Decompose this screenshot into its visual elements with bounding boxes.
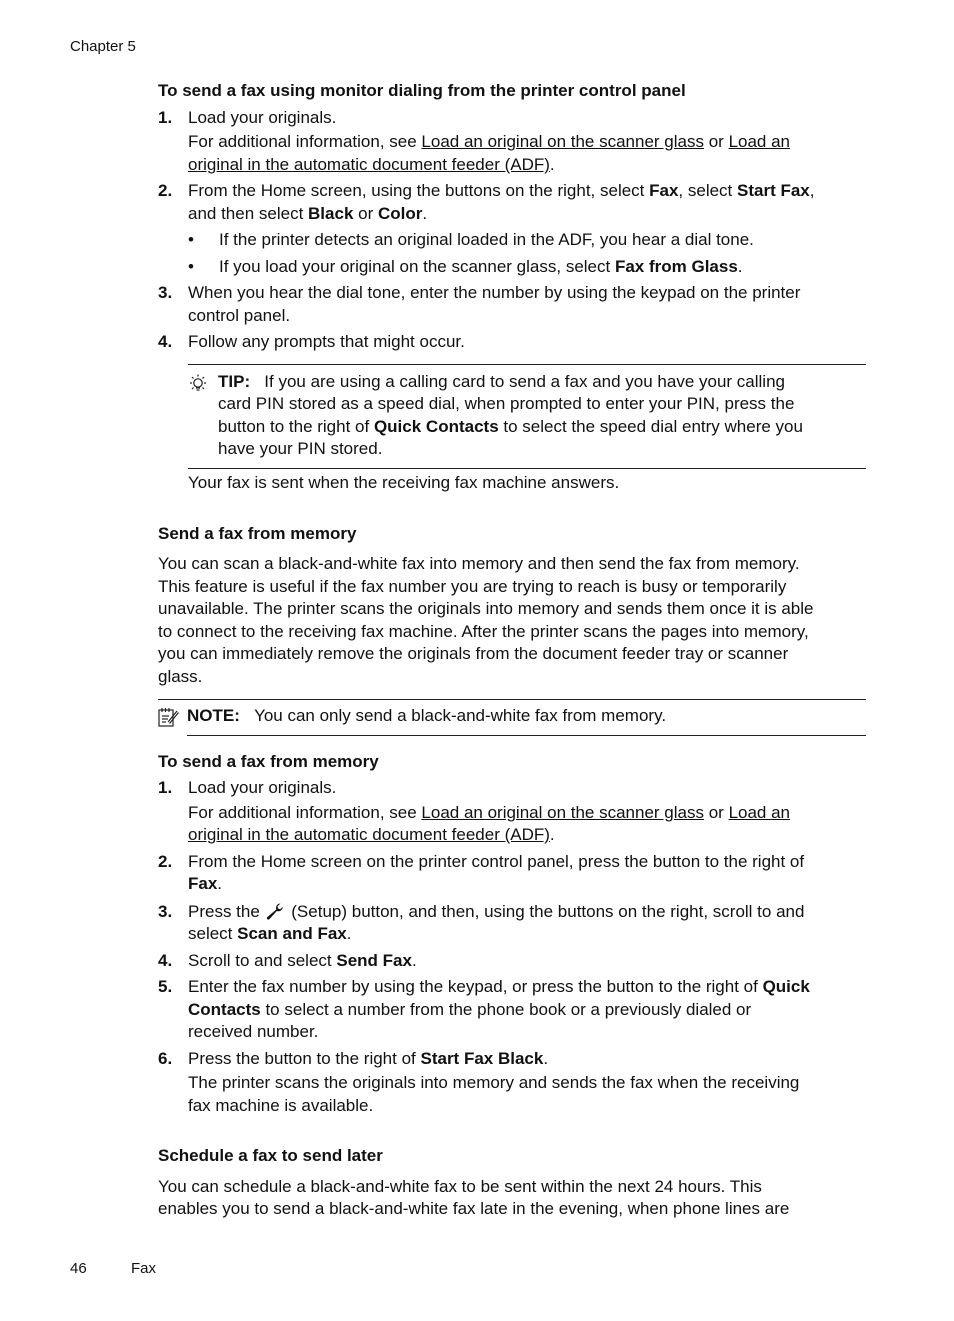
lightbulb-icon <box>187 373 209 395</box>
info-or: or <box>704 803 729 822</box>
bold-text: Quick <box>762 977 810 996</box>
step-text <box>188 976 868 999</box>
text: . <box>346 924 352 943</box>
text: to select a number from the phone book or a previously dialed or <box>260 1000 752 1019</box>
bold-text: Contacts <box>188 1000 261 1019</box>
step-info <box>188 131 868 154</box>
section-heading-monitor-dialing: To send a fax using monitor dialing from the printer control panel <box>158 81 686 100</box>
link-adf-part2[interactable]: original in the automatic document feeder (ADF) <box>188 825 550 844</box>
link-adf-part2[interactable]: original in the automatic document feeder (ADF) <box>188 155 550 174</box>
section-heading-send-from-memory: Send a fax from memory <box>158 524 357 543</box>
step-number: 2. <box>158 181 173 200</box>
tip-line1 <box>218 371 868 394</box>
after-tip-text: Your fax is sent when the receiving fax machine answers. <box>188 473 620 492</box>
bold-text: Black <box>308 204 354 223</box>
step-number: 5. <box>158 977 173 996</box>
note-line <box>187 705 867 728</box>
step-text-line2 <box>188 873 868 896</box>
step-number: 6. <box>158 1049 173 1068</box>
step-info <box>188 802 868 825</box>
tip-top-rule <box>188 364 866 365</box>
footer-title: Fax <box>131 1260 157 1277</box>
note-bottom-rule <box>187 735 866 736</box>
text: or <box>353 204 378 223</box>
bold-text: Scan and Fax <box>237 924 347 943</box>
step-text: From the Home screen on the printer control panel, press the button to the right of <box>188 852 805 871</box>
paragraph-line: unavailable. The printer scans the originals into memory and sends them once it is able <box>158 599 814 618</box>
paragraph-line: to connect to the receiving fax machine. After the printer scans the pages into memory, <box>158 622 809 641</box>
step-info-line2 <box>188 154 868 177</box>
link-adf-part1[interactable]: Load an <box>728 803 791 822</box>
bold-text: Fax <box>649 181 679 200</box>
bold-text: Start Fax Black <box>420 1049 544 1068</box>
text: From the Home screen, using the buttons on the right, select <box>188 181 650 200</box>
step-text: Load your originals. <box>188 108 337 127</box>
step-text <box>188 1048 868 1071</box>
tip-line2: card PIN stored as a speed dial, when prompted to enter your PIN, press the <box>218 394 795 413</box>
text: Enter the fax number by using the keypad, or press the button to the right of <box>188 977 763 996</box>
step-text-line3: received number. <box>188 1022 319 1041</box>
note-top-rule <box>158 699 866 700</box>
step-text-line2: control panel. <box>188 306 291 325</box>
paragraph-line: you can immediately remove the originals from the document feeder tray or scanner <box>158 644 789 663</box>
step-text: Load your originals. <box>188 778 337 797</box>
text: Press the button to the right of <box>188 1049 421 1068</box>
step-text: Follow any prompts that might occur. <box>188 332 465 351</box>
bold-text: Color <box>377 204 423 223</box>
note-label: NOTE: <box>187 706 240 725</box>
wrench-icon <box>265 902 287 920</box>
text: , <box>809 181 815 200</box>
paragraph-line: You can schedule a black-and-white fax to be sent within the next 24 hours. This <box>158 1177 762 1196</box>
bullet-marker: • <box>188 230 194 249</box>
paragraph-line: enables you to send a black-and-white fax late in the evening, when phone lines are <box>158 1199 790 1218</box>
link-scanner-glass[interactable]: Load an original on the scanner glass <box>421 803 704 822</box>
note-text: You can only send a black-and-white fax from memory. <box>254 706 667 725</box>
step-number: 1. <box>158 778 173 797</box>
text: . <box>543 1049 549 1068</box>
text: , select <box>678 181 738 200</box>
step-text: When you hear the dial tone, enter the number by using the keypad on the printer <box>188 283 801 302</box>
tip-label: TIP: <box>218 372 251 391</box>
info-prefix: For additional information, see <box>188 132 422 151</box>
bullet-marker: • <box>188 257 194 276</box>
paragraph-line: You can scan a black-and-white fax into memory and then send the fax from memory. <box>158 554 800 573</box>
step-text-line3: fax machine is available. <box>188 1096 374 1115</box>
text: button to the right of <box>218 417 374 436</box>
tip-text: If you are using a calling card to send a fax and you have your calling <box>264 372 785 391</box>
paragraph-line: glass. <box>158 667 203 686</box>
text: . <box>411 951 417 970</box>
text: . <box>422 204 428 223</box>
step-text <box>188 180 868 203</box>
step-number: 2. <box>158 852 173 871</box>
page-number: 46 <box>70 1260 87 1277</box>
step-number: 3. <box>158 283 173 302</box>
step-text-line2: The printer scans the originals into memory and sends the fax when the receiving <box>188 1073 800 1092</box>
text: to select the speed dial entry where you <box>498 417 803 436</box>
info-prefix: For additional information, see <box>188 803 422 822</box>
bold-text: Quick Contacts <box>373 417 499 436</box>
bold-text: Fax from Glass <box>614 257 738 276</box>
text: . <box>217 874 223 893</box>
section-heading-to-send-from-memory: To send a fax from memory <box>158 752 379 771</box>
info-period: . <box>549 825 555 844</box>
step-text <box>188 901 868 924</box>
tip-line4: have your PIN stored. <box>218 439 383 458</box>
step-number: 3. <box>158 902 173 921</box>
bold-text: Start Fax <box>737 181 810 200</box>
note-pencil-icon <box>157 706 179 728</box>
chapter-header: Chapter 5 <box>70 38 136 55</box>
text: . <box>737 257 743 276</box>
step-number: 4. <box>158 332 173 351</box>
bold-text: Send Fax <box>336 951 412 970</box>
step-text-line2 <box>188 999 868 1022</box>
text: (Setup) button, and then, using the buttons on the right, scroll to and <box>286 902 805 921</box>
step-text-line2 <box>188 203 868 226</box>
info-period: . <box>549 155 555 174</box>
text: Press the <box>188 902 265 921</box>
tip-line3 <box>218 416 868 439</box>
text: Scroll to and select <box>188 951 337 970</box>
link-scanner-glass[interactable]: Load an original on the scanner glass <box>421 132 704 151</box>
bold-text: Fax <box>188 874 218 893</box>
bullet-text: If the printer detects an original loaded in the ADF, you hear a dial tone. <box>219 230 754 249</box>
bullet-text <box>219 256 869 279</box>
paragraph-line: This feature is useful if the fax number you are trying to reach is busy or temporarily <box>158 577 787 596</box>
section-heading-schedule-fax: Schedule a fax to send later <box>158 1146 383 1165</box>
link-adf-part1[interactable]: Load an <box>728 132 791 151</box>
step-number: 4. <box>158 951 173 970</box>
tip-bottom-rule <box>188 468 866 469</box>
info-or: or <box>704 132 729 151</box>
step-text <box>188 950 868 973</box>
step-number: 1. <box>158 108 173 127</box>
text: If you load your original on the scanner glass, select <box>219 257 615 276</box>
text: and then select <box>188 204 309 223</box>
step-info-line2 <box>188 824 868 847</box>
text: select <box>188 924 238 943</box>
step-text-line2 <box>188 923 868 946</box>
